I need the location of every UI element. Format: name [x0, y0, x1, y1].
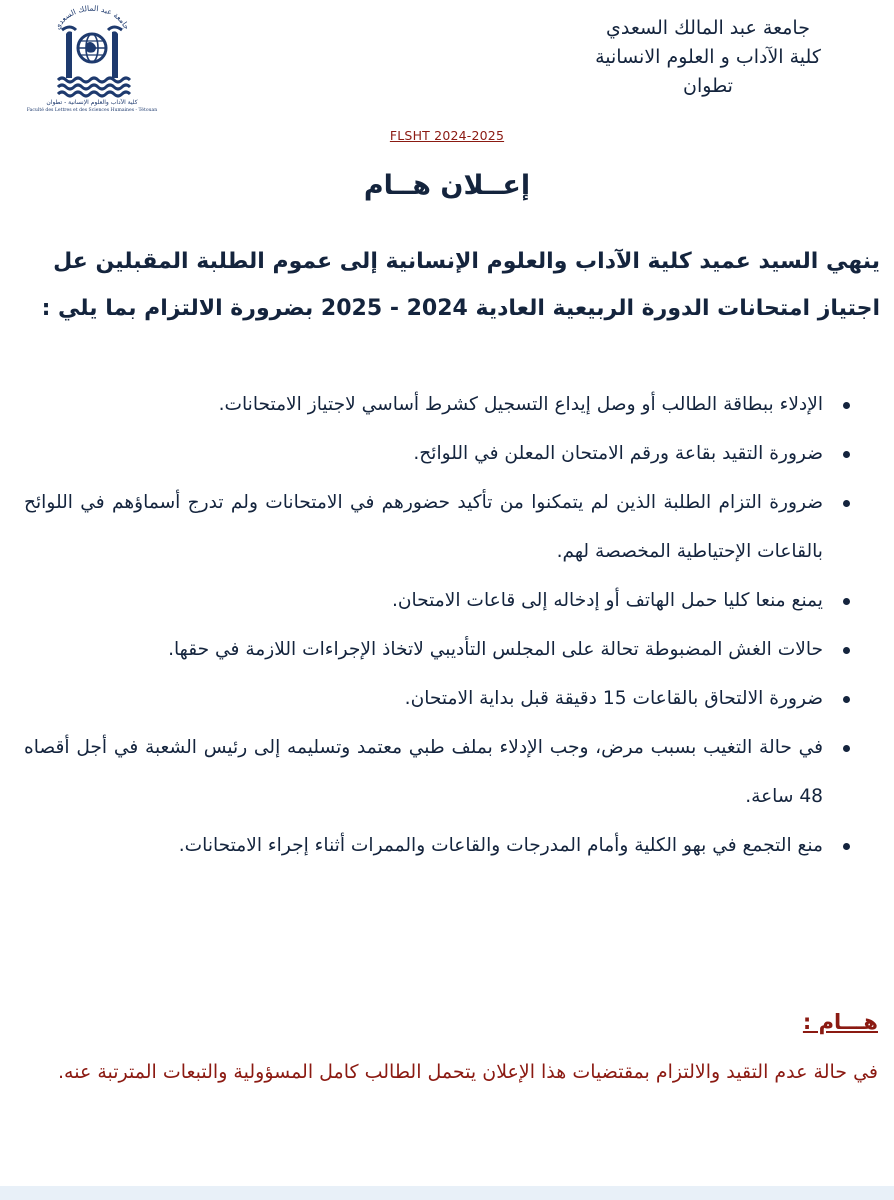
rule-item: [24, 674, 852, 723]
rule-item: [24, 821, 852, 870]
rule-item: [24, 576, 852, 625]
reference-code: FLSHT 2024-2025: [389, 128, 505, 143]
rule-item: [24, 723, 852, 821]
rule-item: [24, 478, 852, 576]
bullet-icon: [843, 500, 850, 507]
intro-line-1: ينهي السيد عميد كلية الآداب والعلوم الإنسانية إلى عموم الطلبة المقبلين عل: [53, 249, 880, 274]
rule-item: [24, 380, 852, 429]
logo-arched-text: جامعة عبد المالك السعدي: [52, 4, 132, 31]
rule-text: الإدلاء ببطاقة الطالب أو وصل إيداع التسجيل كشرط أساسي لاجتياز الامتحانات.: [218, 394, 823, 415]
university-name: جامعة عبد المالك السعدي: [606, 17, 810, 39]
rule-text: يمنع منعا كليا حمل الهاتف أو إدخاله إلى قاعات الامتحان.: [391, 590, 823, 611]
logo-caption-arabic: كلية الآداب والعلوم الإنسانية - تطوان: [46, 99, 138, 106]
bullet-icon: [843, 647, 850, 654]
bullet-icon: [843, 598, 850, 605]
bullet-icon: [843, 696, 850, 703]
rule-text: ضرورة التقيد بقاعة ورقم الامتحان المعلن في اللوائح.: [413, 443, 823, 464]
rules-list: [24, 380, 852, 870]
announcement-intro: [14, 238, 880, 332]
bullet-icon: [843, 843, 850, 850]
letterhead: [0, 0, 894, 130]
important-notice-label: هـــام :: [802, 1010, 878, 1034]
rule-text: منع التجمع في بهو الكلية وأمام المدرجات والقاعات والممرات أثناء إجراء الامتحانات.: [178, 835, 823, 856]
faculty-name: كلية الآداب و العلوم الانسانية: [595, 46, 821, 68]
footer-strip: [0, 1186, 894, 1200]
logo-caption-french: Faculté des Lettres et des Sciences Humaines - Tétouan: [26, 108, 158, 113]
important-notice-text: في حالة عدم التقيد والالتزام بمقتضيات هذا الإعلان يتحمل الطالب كامل المسؤولية والتبعات المترتبة عنه.: [57, 1061, 878, 1083]
rule-item: [24, 625, 852, 674]
bullet-icon: [843, 402, 850, 409]
rule-text: ضرورة الالتحاق بالقاعات 15 دقيقة قبل بداية الامتحان.: [404, 688, 823, 709]
rule-text: ضرورة التزام الطلبة الذين لم يتمكنوا من تأكيد حضورهم في الامتحانات ولم تدرج أسماؤهم في اللوائح بالقاعات الإحتياطية المخصصة لهم.: [24, 492, 823, 562]
rule-item: [24, 429, 852, 478]
intro-line-2: اجتياز امتحانات الدورة الربيعية العادية 2024 - 2025 بضرورة الالتزام بما يلي :: [41, 296, 880, 321]
rule-text: حالات الغش المضبوطة تحالة على المجلس التأديبي لاتخاذ الإجراءات اللازمة في حقها.: [168, 639, 823, 660]
city-name: تطوان: [683, 75, 733, 97]
bullet-icon: [843, 451, 850, 458]
announcement-title: إعــلان هــام: [363, 170, 531, 201]
rule-text: في حالة التغيب بسبب مرض، وجب الإدلاء بملف طبي معتمد وتسليمه إلى رئيس الشعبة في أجل أقصاه 48 ساعة.: [24, 737, 823, 807]
bullet-icon: [843, 745, 850, 752]
institution-name-block: [558, 14, 858, 101]
academic-year-reference: [0, 125, 894, 144]
